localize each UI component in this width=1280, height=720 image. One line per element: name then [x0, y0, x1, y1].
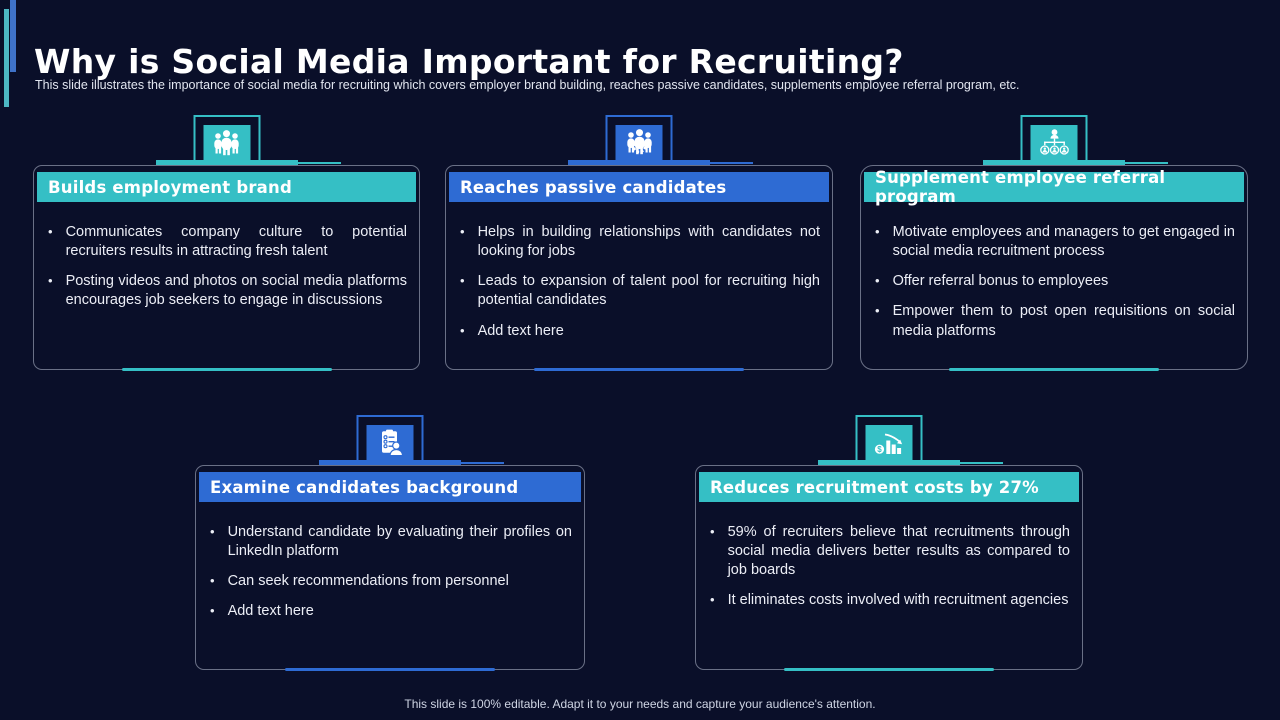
icon-screen	[203, 125, 250, 160]
bullet-dot: •	[210, 603, 215, 619]
bullet-dot: •	[460, 273, 465, 289]
icon-screen	[1031, 125, 1078, 160]
clipboard-person-icon	[372, 428, 408, 458]
laptop-base-line	[1124, 162, 1168, 164]
bullet-dot: •	[875, 303, 880, 319]
bullet-item	[48, 272, 407, 310]
card-title: Supplement employee referral program	[875, 168, 1166, 206]
bullet-item	[48, 223, 407, 261]
card-accent-line	[534, 368, 744, 371]
bullet-dot: •	[210, 573, 215, 589]
bullet-text: Leads to expansion of talent pool for recruiting high potential candidates	[477, 273, 820, 309]
bullet-text: Communicates company culture to potential recruiters results in attracting fresh talent	[65, 224, 407, 260]
bullet-text: 59% of recruiters believe that recruitments through social media delivers better results as compared to job boards	[727, 524, 1070, 579]
card-supplement-employee-referral-program	[860, 165, 1248, 370]
bullet-text: Helps in building relationships with candidates not looking for jobs	[477, 224, 820, 260]
bullet-text: Add text here	[477, 322, 564, 339]
laptop-base	[156, 160, 298, 165]
bullet-dot: •	[710, 524, 715, 539]
monitor-frame	[1021, 115, 1088, 162]
bullet-list	[460, 212, 820, 341]
page-subtitle: This slide illustrates the importance of social media for recruiting which covers employer brand building, reaches passive candidates, supplements employee referral program, etc.	[35, 78, 1020, 92]
bullet-item	[875, 302, 1235, 340]
card-title: Examine candidates background	[210, 477, 519, 497]
card-title: Builds employment brand	[48, 177, 292, 197]
bullet-text: Empower them to post open requisitions on social media platforms	[892, 303, 1235, 339]
card-accent-line	[122, 368, 332, 371]
card-accent-line	[949, 368, 1159, 371]
bullet-item	[460, 322, 820, 341]
footer-note: This slide is 100% editable. Adapt it to your needs and capture your audience's attention.	[404, 697, 876, 711]
page-title: Why is Social Media Important for Recruiting?	[34, 42, 904, 82]
bullet-dot: •	[48, 224, 53, 239]
card-builds-employment-brand	[33, 165, 420, 370]
laptop-icon	[818, 415, 960, 466]
bullet-item	[460, 272, 820, 310]
card-header	[199, 472, 581, 502]
card-accent-line	[784, 668, 994, 671]
laptop-icon	[319, 415, 461, 466]
bullet-item	[210, 572, 572, 591]
bullet-text: Offer referral bonus to employees	[892, 273, 1109, 290]
edge-accent-bar-blue	[10, 0, 16, 72]
card-header	[699, 472, 1079, 502]
card-reduces-recruitment-costs	[695, 444, 1083, 670]
svg-text:$: $	[876, 444, 882, 454]
bullet-dot: •	[875, 224, 880, 239]
bullet-item	[460, 223, 820, 261]
bullet-item	[210, 602, 572, 621]
bullet-list	[210, 512, 572, 622]
laptop-base-line	[297, 162, 341, 164]
laptop-icon	[983, 115, 1125, 166]
bullet-item	[875, 223, 1235, 261]
bullet-dot: •	[875, 273, 880, 289]
bullet-text: It eliminates costs involved with recruitment agencies	[727, 592, 1069, 609]
card-title: Reduces recruitment costs by 27%	[710, 477, 1039, 497]
card-header	[864, 168, 1244, 206]
card-header	[37, 172, 416, 202]
bullet-dot: •	[460, 322, 465, 338]
monitor-frame	[193, 115, 260, 162]
edge-accent-bar-teal	[4, 9, 9, 107]
laptop-base	[818, 460, 960, 465]
bullet-list	[710, 512, 1070, 611]
laptop-base-line	[959, 462, 1003, 464]
bullet-dot: •	[48, 273, 53, 289]
monitor-frame	[606, 115, 673, 162]
org-chart-icon	[1036, 128, 1072, 158]
bullet-dot: •	[460, 224, 465, 239]
laptop-base-line	[460, 462, 504, 464]
bullet-text: Understand candidate by evaluating their profiles on LinkedIn platform	[227, 524, 572, 560]
monitor-frame	[357, 415, 424, 462]
card-title: Reaches passive candidates	[460, 177, 727, 197]
card-reaches-passive-candidates	[445, 165, 833, 370]
icon-screen	[616, 125, 663, 160]
bullet-item	[210, 523, 572, 561]
bullet-item	[710, 591, 1070, 610]
bullet-dot: •	[210, 524, 215, 539]
bullet-list	[875, 212, 1235, 341]
bullet-text: Add text here	[227, 603, 314, 620]
bullet-list	[48, 212, 407, 311]
bullet-text: Posting videos and photos on social media platforms encourages job seekers to engage in discussions	[65, 273, 407, 309]
card-header	[449, 172, 829, 202]
monitor-frame	[856, 415, 923, 462]
bullet-item	[875, 272, 1235, 291]
card-examine-candidates-background	[195, 465, 585, 670]
laptop-base	[568, 160, 710, 165]
laptop-icon	[568, 115, 710, 166]
laptop-base	[319, 460, 461, 465]
bullet-text: Motivate employees and managers to get engaged in social media recruitment process	[892, 224, 1235, 260]
card-accent-line	[285, 668, 495, 671]
bullet-text: Can seek recommendations from personnel	[227, 573, 509, 590]
laptop-icon	[156, 115, 298, 166]
bullet-item	[710, 523, 1070, 580]
team-gear-icon	[621, 128, 657, 158]
icon-screen	[367, 425, 414, 460]
people-group-icon	[209, 128, 245, 158]
icon-screen	[866, 425, 913, 460]
laptop-base-line	[709, 162, 753, 164]
laptop-base	[983, 160, 1125, 165]
bullet-dot: •	[710, 592, 715, 608]
cost-decline-chart-icon	[871, 428, 907, 458]
